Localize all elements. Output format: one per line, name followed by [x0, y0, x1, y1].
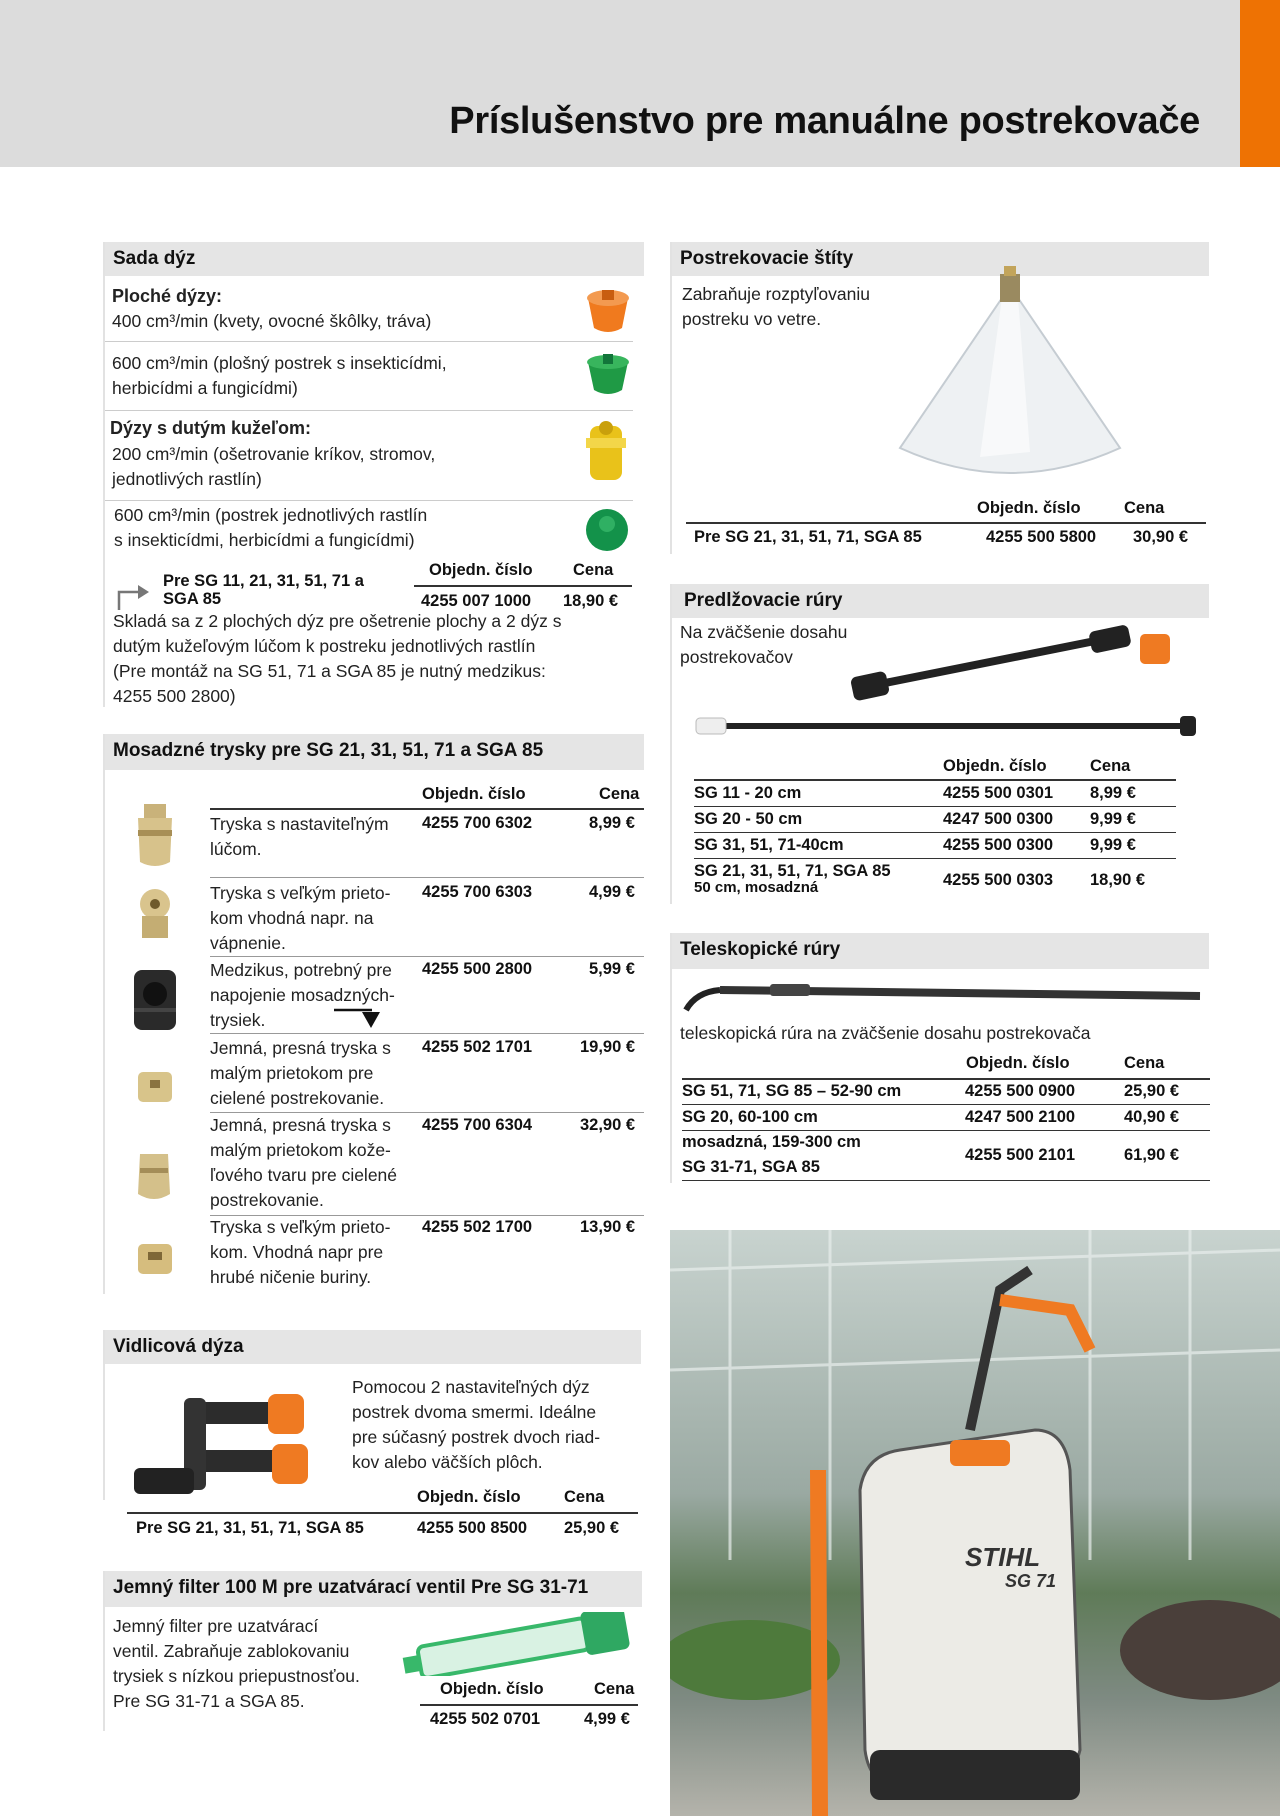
- tele-row2-order: 4247 500 2100: [965, 1108, 1076, 1126]
- sada-description-4: 4255 500 2800): [113, 686, 236, 706]
- flat2-text: 600 cm³/min (plošný postrek s insekticídmi,: [112, 353, 447, 373]
- arrow-icon: [116, 582, 152, 612]
- filter-desc: Jemný filter pre uzatvárací: [113, 1616, 319, 1636]
- table-rule: [420, 1704, 638, 1706]
- brass-nozzle-image: [130, 800, 180, 872]
- col-header-price: Cena: [564, 1488, 605, 1506]
- nozzle6-desc-3: hrubé ničenie buriny.: [210, 1267, 372, 1287]
- table-rule: [127, 1512, 638, 1514]
- table-rule: [682, 1180, 1210, 1181]
- order-number: 4255 007 1000: [421, 592, 532, 610]
- divider: [105, 341, 633, 342]
- tele-row3-fit-2: SG 31-71, SGA 85: [682, 1158, 820, 1176]
- filter-desc-2: ventil. Zabraňuje zablokovaniu: [113, 1641, 350, 1661]
- predl-row1-fit: SG 11 - 20 cm: [694, 784, 802, 802]
- predl-row3-price: 9,99 €: [1090, 836, 1136, 854]
- vidlic-desc-4: kov alebo väčších plôch.: [352, 1452, 543, 1472]
- nozzle5-desc-3: ľového tvaru pre cielené: [210, 1165, 398, 1185]
- vidlic-order: 4255 500 8500: [417, 1519, 528, 1537]
- section-title-mosadz: Mosadzné trysky pre SG 21, 31, 51, 71 a SGA 85: [105, 734, 644, 770]
- table-rule: [694, 779, 1176, 781]
- table-rule: [694, 858, 1176, 859]
- tele-row3-order: 4255 500 2101: [965, 1146, 1076, 1164]
- brass-nozzle-image: [132, 1064, 178, 1112]
- tele-row1-order: 4255 500 0900: [965, 1082, 1076, 1100]
- green-flat-nozzle-image: [582, 352, 634, 398]
- cone-nozzles-heading: Dýzy s dutým kužeľom:: [110, 418, 311, 438]
- table-rule: [414, 585, 632, 587]
- filter-desc-4: Pre SG 31-71 a SGA 85.: [113, 1691, 305, 1711]
- predl-row3-order: 4255 500 0300: [943, 836, 1054, 854]
- nozzle4-order: 4255 502 1701: [422, 1038, 533, 1056]
- table-rule: [686, 522, 1206, 524]
- stity-desc-2: postreku vo vetre.: [682, 309, 822, 329]
- filter-desc-3: trysiek s nízkou priepustnosťou.: [113, 1666, 360, 1686]
- col-header-price: Cena: [573, 561, 614, 579]
- divider: [105, 500, 633, 501]
- col-header-order: Objedn. číslo: [977, 499, 1081, 517]
- divider: [210, 1033, 644, 1034]
- brass-nozzle-image: [132, 886, 178, 944]
- section-tab-top: [1240, 0, 1280, 167]
- arrow-down-icon: [332, 1004, 386, 1032]
- predl-row1-order: 4255 500 0301: [943, 784, 1054, 802]
- filter-order: 4255 502 0701: [430, 1710, 541, 1728]
- nozzle6-desc-2: kom. Vhodná napr pre: [210, 1242, 384, 1262]
- tele-row3-fit: mosadzná, 159-300 cm: [682, 1133, 861, 1151]
- section-border: [670, 584, 672, 904]
- nozzle4-desc-3: cielené postrekovanie.: [210, 1088, 385, 1108]
- predl-row4-price: 18,90 €: [1090, 871, 1146, 889]
- nozzle4-desc-2: malým prietokom pre: [210, 1063, 374, 1083]
- nozzle6-order: 4255 502 1700: [422, 1218, 533, 1236]
- nozzle4-desc: Jemná, presná tryska s: [210, 1038, 391, 1058]
- table-rule: [694, 832, 1176, 833]
- divider: [105, 410, 633, 411]
- section-border: [670, 242, 672, 554]
- predl-row4-fit-2: 50 cm, mosadzná: [694, 879, 819, 896]
- cone1-text-2: jednotlivých rastlín): [112, 469, 262, 489]
- col-header-price: Cena: [599, 785, 640, 803]
- nozzle5-price: 32,90 €: [580, 1116, 636, 1134]
- col-header-order: Objedn. číslo: [422, 785, 526, 803]
- adapter-desc: Medzikus, potrebný pre: [210, 960, 392, 980]
- vidlic-desc: Pomocou 2 nastaviteľných dýz: [352, 1377, 590, 1397]
- tele-row2-price: 40,90 €: [1124, 1108, 1180, 1126]
- divider: [210, 877, 644, 878]
- table-rule: [682, 1130, 1210, 1131]
- stity-order: 4255 500 5800: [986, 528, 1097, 546]
- adapter-desc-2: napojenie mosadzných-: [210, 985, 395, 1005]
- stity-desc: Zabraňuje rozptyľovaniu: [682, 284, 870, 304]
- brass-nozzle-image: [132, 1236, 178, 1284]
- stity-price: 30,90 €: [1133, 528, 1189, 546]
- table-rule: [694, 806, 1176, 807]
- col-header-price: Cena: [594, 1680, 635, 1698]
- brass-nozzle-image: [130, 1146, 178, 1206]
- nozzle4-price: 19,90 €: [580, 1038, 636, 1056]
- col-header-order: Objedn. číslo: [943, 757, 1047, 775]
- nozzle2-desc-2: kom vhodná napr. na: [210, 908, 374, 928]
- section-border: [670, 933, 672, 1183]
- nozzle2-order: 4255 700 6303: [422, 883, 533, 901]
- flat-nozzles-heading: Ploché dýzy:: [112, 286, 223, 306]
- nozzle5-order: 4255 700 6304: [422, 1116, 533, 1134]
- spray-shield-image: [890, 262, 1130, 490]
- stity-fit: Pre SG 21, 31, 51, 71, SGA 85: [694, 528, 922, 546]
- extension-pipe-image: [690, 620, 1210, 750]
- section-title-predl: Predlžovacie rúry: [672, 584, 1209, 618]
- filter-image: [396, 1612, 636, 1676]
- predl-row2-order: 4247 500 0300: [943, 810, 1054, 828]
- predl-row2-fit: SG 20 - 50 cm: [694, 810, 803, 828]
- cone1-text: 200 cm³/min (ošetrovanie kríkov, stromov,: [112, 444, 436, 464]
- section-title-filter: Jemný filter 100 M pre uzatvárací ventil Pre SG 31-71: [105, 1571, 642, 1607]
- sprayer-photo: [670, 1230, 1280, 1816]
- filter-price: 4,99 €: [584, 1710, 630, 1728]
- fit-text-2: SGA 85: [163, 590, 222, 608]
- flat1-text: 400 cm³/min (kvety, ovocné škôlky, tráva): [112, 311, 432, 331]
- predl-desc: Na zväčšenie dosahu: [680, 622, 848, 642]
- tele-row1-price: 25,90 €: [1124, 1082, 1180, 1100]
- table-rule: [682, 1078, 1210, 1080]
- telescopic-pipe-image: [680, 976, 1210, 1016]
- predl-row1-price: 8,99 €: [1090, 784, 1136, 802]
- nozzle6-price: 13,90 €: [580, 1218, 636, 1236]
- nozzle5-desc-2: malým prietokom kože-: [210, 1140, 391, 1160]
- adapter-order: 4255 500 2800: [422, 960, 533, 978]
- nozzle6-desc: Tryska s veľkým prieto-: [210, 1217, 391, 1237]
- col-header-order: Objedn. číslo: [966, 1054, 1070, 1072]
- predl-row3-fit: SG 31, 51, 71-40cm: [694, 836, 844, 854]
- predl-row4-order: 4255 500 0303: [943, 871, 1054, 889]
- fit-text: Pre SG 11, 21, 31, 51, 71 a: [163, 572, 364, 590]
- nozzle1-desc: Tryska s nastaviteľným: [210, 814, 389, 834]
- nozzle2-price: 4,99 €: [589, 883, 635, 901]
- black-adapter-image: [128, 964, 182, 1036]
- col-header-price: Cena: [1124, 499, 1165, 517]
- divider: [210, 956, 644, 957]
- predl-desc-2: postrekovačov: [680, 647, 793, 667]
- col-header-price: Cena: [1090, 757, 1131, 775]
- sada-description: Skladá sa z 2 plochých dýz pre ošetrenie plochy a 2 dýz s: [113, 611, 562, 631]
- vidlic-price: 25,90 €: [564, 1519, 620, 1537]
- nozzle5-desc: Jemná, presná tryska s: [210, 1115, 391, 1135]
- sada-description-3: (Pre montáž na SG 51, 71 a SGA 85 je nutný medzikus:: [113, 661, 546, 681]
- table-rule: [682, 1104, 1210, 1105]
- section-title-sada: Sada dýz: [105, 242, 644, 276]
- section-border: [103, 734, 105, 1294]
- vidlic-fit: Pre SG 21, 31, 51, 71, SGA 85: [136, 1519, 364, 1537]
- model-label: SG 71: [1005, 1571, 1057, 1591]
- fork-nozzle-image: [128, 1372, 328, 1502]
- nozzle1-price: 8,99 €: [589, 814, 635, 832]
- tele-row1-fit: SG 51, 71, SG 85 – 52-90 cm: [682, 1082, 902, 1100]
- nozzle2-desc: Tryska s veľkým prieto-: [210, 883, 391, 903]
- section-title-stity: Postrekovacie štíty: [672, 242, 1209, 276]
- page-title: Príslušenstvo pre manuálne postrekovače: [449, 100, 1200, 142]
- adapter-desc-3: trysiek.: [210, 1010, 266, 1030]
- predl-row4-fit: SG 21, 31, 51, 71, SGA 85: [694, 862, 891, 880]
- flat2-text-2: herbicídmi a fungicídmi): [112, 378, 298, 398]
- col-header-order: Objedn. číslo: [417, 1488, 521, 1506]
- adapter-price: 5,99 €: [589, 960, 635, 978]
- orange-flat-nozzle-image: [582, 286, 634, 336]
- table-rule: [210, 808, 644, 810]
- section-title-vidlic: Vidlicová dýza: [105, 1330, 641, 1364]
- green-cone-nozzle-image: [582, 504, 632, 552]
- price: 18,90 €: [563, 592, 619, 610]
- nozzle2-desc-3: vápnenie.: [210, 933, 286, 953]
- nozzle5-desc-4: postrekovanie.: [210, 1190, 324, 1210]
- col-header-order: Objedn. číslo: [429, 561, 533, 579]
- section-border: [103, 242, 105, 707]
- col-header-order: Objedn. číslo: [440, 1680, 544, 1698]
- yellow-cone-nozzle-image: [580, 418, 632, 490]
- col-header-price: Cena: [1124, 1054, 1165, 1072]
- tele-desc: teleskopická rúra na zväčšenie dosahu postrekovača: [680, 1023, 1091, 1043]
- vidlic-desc-3: pre súčasný postrek dvoch riad-: [352, 1427, 601, 1447]
- tele-row2-fit: SG 20, 60-100 cm: [682, 1108, 818, 1126]
- vidlic-desc-2: postrek dvoma smermi. Ideálne: [352, 1402, 597, 1422]
- cone2-text-2: s insekticídmi, herbicídmi a fungicídmi): [114, 530, 415, 550]
- section-title-tele: Teleskopické rúry: [672, 933, 1209, 969]
- brand-label: STIHL: [965, 1542, 1041, 1572]
- nozzle1-desc-2: lúčom.: [210, 839, 262, 859]
- predl-row2-price: 9,99 €: [1090, 810, 1136, 828]
- tele-row3-price: 61,90 €: [1124, 1146, 1180, 1164]
- nozzle1-order: 4255 700 6302: [422, 814, 533, 832]
- sada-description-2: dutým kužeľovým lúčom k postreku jednotlivých rastlín: [113, 636, 536, 656]
- cone2-text: 600 cm³/min (postrek jednotlivých rastlín: [114, 505, 428, 525]
